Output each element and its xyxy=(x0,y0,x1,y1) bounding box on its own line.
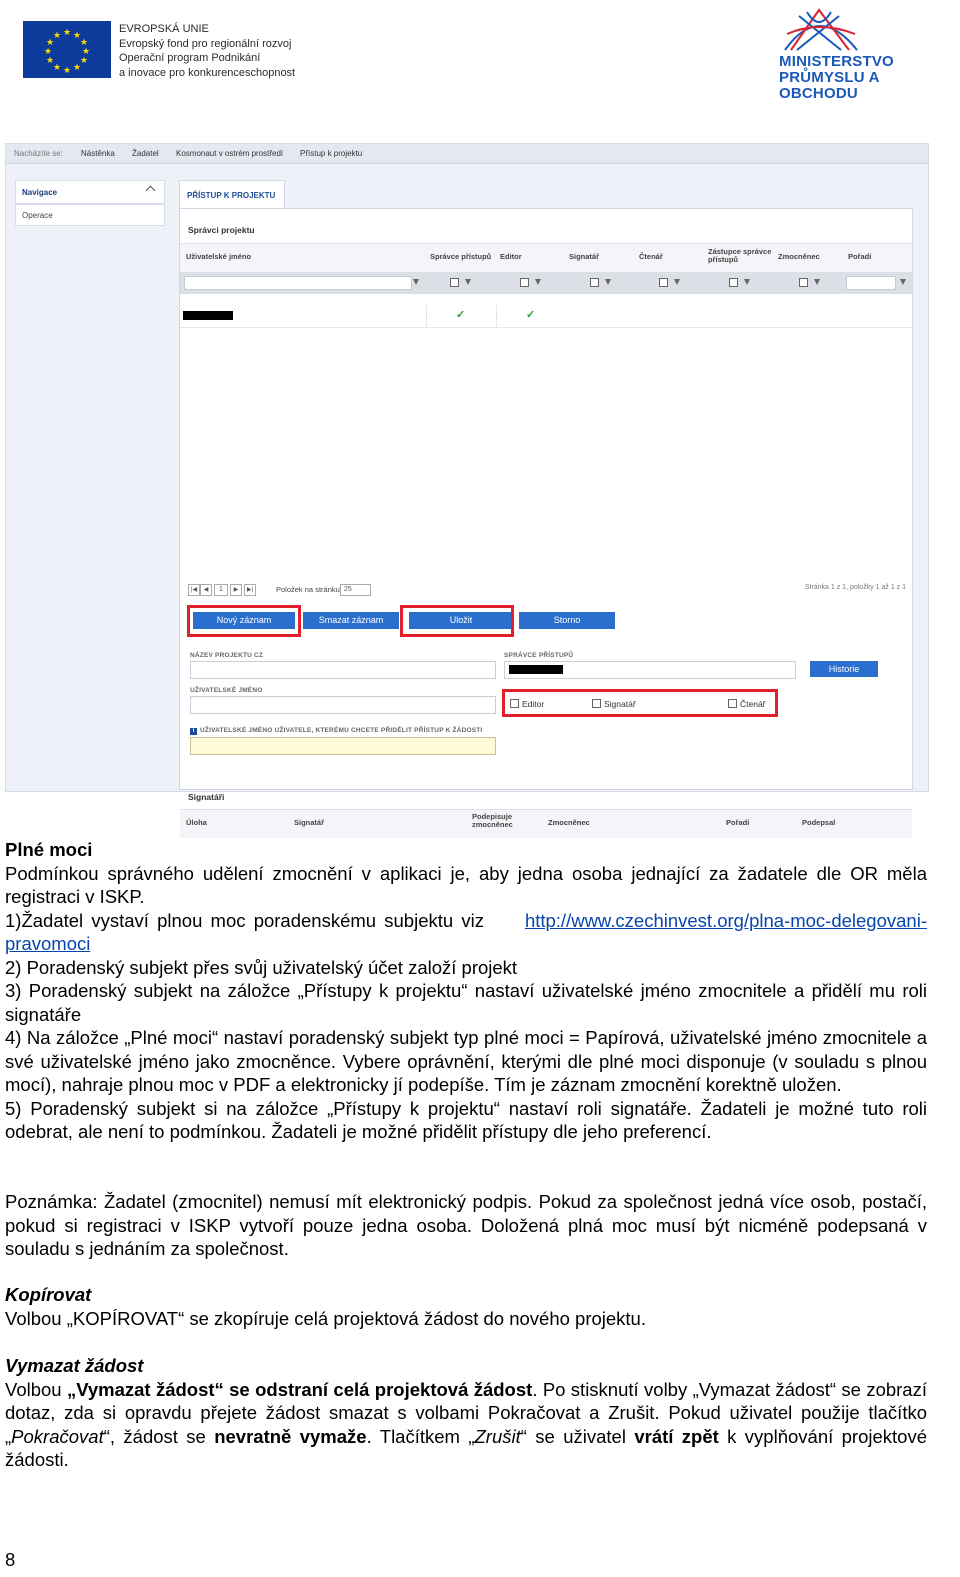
filter-icon[interactable] xyxy=(900,279,906,285)
text-run-italic: Zrušit xyxy=(474,1425,521,1447)
redacted-admin-name xyxy=(509,665,563,674)
next-page-icon[interactable]: ▶ xyxy=(230,584,242,596)
svg-text:★: ★ xyxy=(79,56,89,66)
svg-text:★: ★ xyxy=(81,47,91,57)
column-header[interactable]: Podepisuje zmocněnec xyxy=(472,812,513,829)
username-field[interactable] xyxy=(190,696,496,714)
svg-text:★: ★ xyxy=(52,31,62,41)
svg-text:★: ★ xyxy=(79,38,89,48)
filter-checkbox[interactable] xyxy=(450,278,459,287)
signers-grid-header xyxy=(180,809,912,838)
svg-text:★: ★ xyxy=(43,47,53,57)
access-admin-field xyxy=(504,661,796,679)
paragraph-note: Poznámka: Žadatel (zmocnitel) nemusí mít elektronický podpis. Pokud za společnost jedná více osob, postačí, pokud si registraci v ISKP vytvoří pouze jedna osoba. Doložená plná moc musí být nicméně podepsaná v souladu s jednáním za společnost. xyxy=(5,1191,927,1259)
paragraph-delete xyxy=(5,1378,927,1472)
column-header[interactable]: Pořadí xyxy=(848,252,872,261)
breadcrumb-item[interactable]: Kosmonaut v ostrém prostředí xyxy=(176,149,284,158)
czechinvest-link[interactable]: http://www.czechinvest.org/plna-moc-delegovani-pravomoci xyxy=(5,909,927,954)
section-copy xyxy=(5,1283,927,1330)
eu-line: EVROPSKÁ UNIE xyxy=(119,23,209,35)
highlight-save-button xyxy=(400,605,514,637)
highlight-new-button xyxy=(187,605,301,637)
section-delete xyxy=(5,1354,927,1472)
breadcrumb-label: Nacházíte se: xyxy=(14,149,63,158)
paragraph-step-2: 2) Poradenský subjekt přes svůj uživatelský účet založí projekt xyxy=(5,956,518,978)
new-record-button[interactable]: Nový záznam xyxy=(193,612,295,629)
breadcrumb xyxy=(6,144,928,164)
column-header[interactable]: Úloha xyxy=(186,818,207,827)
paragraph-intro: Podmínkou správného udělení zmocnění v aplikaci je, aby jedna osoba jednající za žadatele dle OR měla registraci v ISKP. xyxy=(5,862,927,907)
cancel-button[interactable]: Storno xyxy=(519,612,615,629)
heading-plne-moci: Plné moci xyxy=(5,839,93,860)
filter-icon[interactable] xyxy=(413,279,419,285)
filter-icon[interactable] xyxy=(674,279,680,285)
eu-program-text xyxy=(119,22,295,80)
history-button[interactable]: Historie xyxy=(810,661,878,677)
paragraph-step-3: 3) Poradenský subjekt na záložce „Přístupy k projektu“ nastaví uživatelské jméno zmocnitele a přidělí mu roli signatáře xyxy=(5,980,927,1025)
column-header[interactable]: Správce přístupů xyxy=(430,252,492,261)
filter-checkbox[interactable] xyxy=(520,278,529,287)
chevron-up-icon[interactable] xyxy=(146,186,156,196)
column-header[interactable]: Signatář xyxy=(294,818,325,827)
content-panel xyxy=(179,208,913,829)
page-number: 8 xyxy=(5,1549,16,1570)
project-name-field[interactable] xyxy=(190,661,496,679)
first-page-icon[interactable]: |◀ xyxy=(188,584,200,596)
filter-input[interactable] xyxy=(846,276,896,290)
svg-text:★: ★ xyxy=(45,56,55,66)
svg-text:★: ★ xyxy=(45,38,55,48)
column-header[interactable]: Signatář xyxy=(569,252,600,261)
delete-record-button[interactable]: Smazat záznam xyxy=(303,612,399,629)
last-page-icon[interactable]: ▶| xyxy=(244,584,256,596)
mpo-line: PRŮMYSLU A OBCHODU xyxy=(779,69,880,102)
filter-icon[interactable] xyxy=(605,279,611,285)
navigation-panel xyxy=(15,180,165,230)
svg-text:★: ★ xyxy=(52,63,62,73)
pager-summary: Stránka 1 z 1, položky 1 až 1 z 1 xyxy=(804,584,906,591)
eu-stars-icon xyxy=(23,21,111,78)
eu-line: Operační program Podnikání xyxy=(119,52,261,64)
text-run: k vyplňování projektové žádosti. xyxy=(5,1425,927,1470)
section-signers-title: Signatáři xyxy=(188,792,225,802)
grant-username-field[interactable] xyxy=(190,737,496,755)
svg-text:★: ★ xyxy=(62,28,72,38)
text-run: . Po stisknutí volby „Vymazat žádost“ se zobrazí dotaz, zda si opravdu přejete žádost smazat s volbami Pokračovat a Zrušit. Pokud uživatel použije tlačítko „ xyxy=(5,1378,927,1447)
text-run: . Tlačítkem „ xyxy=(366,1425,475,1447)
eu-flag-logo xyxy=(23,21,111,78)
check-icon: ✓ xyxy=(526,309,536,321)
filter-input[interactable] xyxy=(184,276,412,290)
svg-text:★: ★ xyxy=(72,31,82,41)
nav-item-operace[interactable] xyxy=(15,204,165,226)
mpo-logo-text xyxy=(779,54,960,102)
column-header[interactable]: Zmocněnec xyxy=(778,252,820,261)
page-number-input[interactable]: 1 xyxy=(214,584,228,596)
per-page-select[interactable]: 25 xyxy=(340,584,371,596)
filter-checkbox[interactable] xyxy=(659,278,668,287)
text-run-italic: Pokračovat xyxy=(11,1425,104,1447)
save-button[interactable]: Uložit xyxy=(409,612,513,629)
eu-line: a inovace pro konkurenceschopnost xyxy=(119,66,296,79)
filter-icon[interactable] xyxy=(744,279,750,285)
username-label: UŽIVATELSKÉ JMÉNO xyxy=(190,687,263,694)
column-header[interactable]: Uživatelské jméno xyxy=(186,252,252,261)
section-power-of-attorney xyxy=(5,838,927,1144)
text-run: “ se uživatel xyxy=(520,1425,635,1447)
filter-icon[interactable] xyxy=(814,279,820,285)
redacted-username xyxy=(183,311,233,320)
grant-access-label xyxy=(190,727,482,735)
filter-icon[interactable] xyxy=(535,279,541,285)
nav-title: Navigace xyxy=(22,188,58,197)
column-divider xyxy=(426,305,427,327)
checkbox-label: Signatář xyxy=(604,699,636,709)
column-header[interactable]: Podepsal xyxy=(802,818,836,827)
paragraph-step-1 xyxy=(5,909,927,956)
checkbox-label: Editor xyxy=(522,699,545,709)
app-screenshot xyxy=(5,143,929,829)
per-page-label: Položek na stránku xyxy=(276,585,340,594)
column-header[interactable]: Editor xyxy=(500,252,522,261)
text-run-bold: „Vymazat žádost“ se odstraní celá projektová žádost xyxy=(66,1378,533,1400)
breadcrumb-item[interactable]: Přístup k projektu xyxy=(300,149,363,158)
text-run-bold: nevratně vymaže xyxy=(214,1425,367,1447)
tab-bar xyxy=(179,180,911,208)
prev-page-icon[interactable]: ◀ xyxy=(200,584,212,596)
project-name-label: NÁZEV PROJEKTU CZ xyxy=(190,652,264,659)
admins-grid-header xyxy=(180,243,912,272)
text-run: Volbou xyxy=(5,1378,67,1400)
highlight-role-checkboxes xyxy=(502,689,778,717)
checkbox-label: Čtenář xyxy=(740,699,766,709)
section-admins-title: Správci projektu xyxy=(188,225,255,235)
tab-label: PŘÍSTUP K PROJEKTU xyxy=(187,191,276,200)
check-icon: ✓ xyxy=(456,309,466,321)
filter-checkbox[interactable] xyxy=(729,278,738,287)
mpo-globe-icon xyxy=(779,6,849,54)
paragraph-copy: Volbou „KOPÍROVAT“ se zkopíruje celá projektová žádost do nového projektu. xyxy=(5,1307,646,1329)
breadcrumb-item[interactable]: Žadatel xyxy=(132,149,159,158)
filter-checkbox[interactable] xyxy=(590,278,599,287)
nav-item-label: Operace xyxy=(22,211,53,220)
filter-checkbox[interactable] xyxy=(799,278,808,287)
nav-header[interactable] xyxy=(15,180,165,204)
heading-copy: Kopírovat xyxy=(5,1284,92,1305)
mpo-line: MINISTERSTVO xyxy=(779,53,894,70)
tab-project-access[interactable] xyxy=(179,180,285,209)
access-admin-label: SPRÁVCE PŘÍSTUPŮ xyxy=(504,652,574,659)
filter-icon[interactable] xyxy=(465,279,471,285)
admins-filter-row xyxy=(180,272,912,294)
column-header[interactable]: Čtenář xyxy=(639,252,663,261)
info-icon: i xyxy=(190,728,197,735)
text-run-bold: vrátí zpět xyxy=(634,1425,719,1447)
column-header[interactable]: Zmocněnec xyxy=(548,818,590,827)
grant-access-text: UŽIVATELSKÉ JMÉNO UŽIVATELE, KTERÉMU CHCETE PŘIDĚLIT PŘÍSTUP K ŽÁDOSTI xyxy=(200,727,483,734)
svg-text:★: ★ xyxy=(72,63,82,73)
column-header[interactable]: Zástupce správce přístupů xyxy=(708,247,772,264)
paragraph-step-5: 5) Poradenský subjekt si na záložce „Přístupy k projektu“ nastaví roli signatáře. Žadateli je možné tuto roli odebrat, ale není to podmínkou. Žadateli je možné přidělit přístupy dle jeho preferencí. xyxy=(5,1097,927,1142)
table-row[interactable] xyxy=(180,305,912,328)
text-run: “, žádost se xyxy=(103,1425,215,1447)
paragraph-step-4: 4) Na záložce „Plné moci“ nastaví poradenský subjekt typ plné moci = Papírová, uživatelské jméno zmocnitele a své uživatelské jméno jako zmocněnce. Vybere oprávnění, kterými dle plné moci disponuje (v souladu s plnou mocí), nahraje plnou moc v PDF a elektronicky jí podepíše. Tím je záznam zmocnění korektně uložen. xyxy=(5,1027,927,1095)
step-1-text: 1)Žadatel vystaví plnou moc poradenskému subjektu viz xyxy=(5,909,484,931)
eu-line: Evropský fond pro regionální rozvoj xyxy=(119,37,292,50)
column-header[interactable]: Pořadí xyxy=(726,818,750,827)
svg-text:★: ★ xyxy=(62,66,72,76)
heading-delete: Vymazat žádost xyxy=(5,1355,144,1376)
column-divider xyxy=(496,305,497,327)
breadcrumb-item[interactable]: Nástěnka xyxy=(81,149,115,158)
